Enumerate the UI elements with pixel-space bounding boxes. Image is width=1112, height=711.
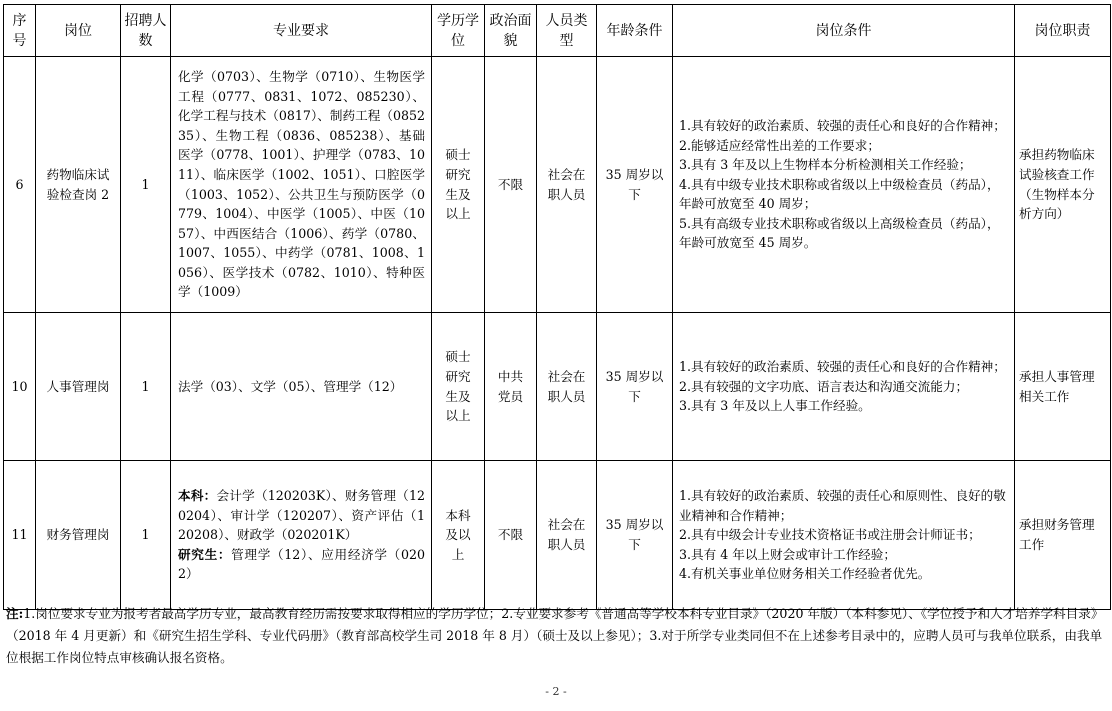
cell-post: 药物临床试验检查岗 2 xyxy=(36,57,121,313)
cell-no: 11 xyxy=(4,461,36,610)
cell-conditions xyxy=(673,57,1015,313)
header-type: 人员类型 xyxy=(537,5,597,57)
cell-edu: 本科及以上 xyxy=(432,461,485,610)
major-grad-label: 研究生： xyxy=(178,546,232,562)
cell-age: 35 周岁以下 xyxy=(597,57,673,313)
condition-item: 1.具有较好的政治素质、较强的责任心和良好的合作精神； xyxy=(679,117,1006,133)
cell-duty: 承担药物临床试验核查工作（生物样本分析方向） xyxy=(1015,57,1111,313)
cell-major: 化学（0703）、生物学（0710）、生物医学工程（0777、0831、1072、085230）、化学工程与技术（0817）、制药工程（085235）、生物工程（0836、085238）、基础医学（0778、1001）、护理学（0783、1011）、临床医学（1002、1051）、口腔医学（1003、1052）、公共卫生与预防医学（0779、1004）、中医学（1005）、中医（1057）、中西医结合（1006）、药学（0780、1007、1055）、中药学（0781、1008、1056）、医学技术（0782、1010）、特种医学（1009） xyxy=(171,57,432,313)
cell-major: 法学（03）、文学（05）、管理学（12） xyxy=(171,313,432,461)
cell-post: 财务管理岗 xyxy=(36,461,121,610)
condition-item: 4.具有中级专业技术职称或省级以上中级检查员（药品），年龄可放宽至 40 周岁； xyxy=(679,176,1000,212)
cell-major xyxy=(171,461,432,610)
header-count: 招聘人数 xyxy=(121,5,171,57)
condition-item: 1.具有较好的政治素质、较强的责任心和原则性、良好的敬业精神和合作精神； xyxy=(679,488,1006,523)
major-undergrad-label: 本科： xyxy=(178,488,217,504)
cell-count: 1 xyxy=(121,313,171,461)
recruitment-table-container xyxy=(3,4,1110,610)
major-grad-text: 管理学（12）、应用经济学（0202） xyxy=(178,546,426,582)
cell-conditions xyxy=(673,461,1015,610)
condition-item: 4.有机关事业单位财务相关工作经验者优先。 xyxy=(679,566,931,582)
cell-age: 35 周岁以下 xyxy=(597,313,673,461)
header-conditions: 岗位条件 xyxy=(673,5,1015,57)
cell-no: 6 xyxy=(4,57,36,313)
cell-count: 1 xyxy=(121,461,171,610)
condition-item: 2.能够适应经常性出差的工作要求； xyxy=(679,137,880,153)
header-politics: 政治面貌 xyxy=(485,5,537,57)
header-age: 年龄条件 xyxy=(597,5,673,57)
footnote-text: 1.岗位要求专业为报考者最高学历专业，最高教育经历需按要求取得相应的学历学位；2.专业要求参考《普通高等学校本科专业目录》（2020 年版）（本科参见）、《学位授予和人才培养学科目录》（2018 年 4 月更新）和《研究生招生学科、专业代码册》（教育部高校学生司 2018 年 8 月）（硕士及以上参见）；3.对于所学专业类同但不在上述参考目录中的，应聘人员可与我单位联系，由我单位根据工作岗位特点审核确认报名资格。 xyxy=(6,606,1104,665)
condition-item: 3.具有 3 年及以上人事工作经验。 xyxy=(679,398,871,414)
condition-item: 3.具有 3 年及以上生物样本分析检测相关工作经验； xyxy=(679,157,972,173)
recruitment-table xyxy=(3,4,1111,610)
cell-post: 人事管理岗 xyxy=(36,313,121,461)
cell-duty: 承担人事管理相关工作 xyxy=(1015,313,1111,461)
condition-item: 2.具有较强的文字功底、语言表达和沟通交流能力； xyxy=(679,378,969,394)
major-undergrad-text: 会计学（120203K）、财务管理（120204）、审计学（120207）、资产评估（120208）、财政学（020201K） xyxy=(178,488,425,543)
table-header-row xyxy=(4,5,1111,57)
cell-edu: 硕士研究生及以上 xyxy=(432,313,485,461)
cell-type: 社会在职人员 xyxy=(537,461,597,610)
cell-no: 10 xyxy=(4,313,36,461)
condition-item: 5.具有高级专业技术职称或省级以上高级检查员（药品），年龄可放宽至 45 周岁。 xyxy=(679,215,1000,251)
cell-conditions xyxy=(673,313,1015,461)
header-no: 序号 xyxy=(4,5,36,57)
cell-count: 1 xyxy=(121,57,171,313)
page-number: - 2 - xyxy=(545,685,567,698)
table-row xyxy=(4,461,1111,610)
cell-politics: 不限 xyxy=(485,57,537,313)
condition-item: 1.具有较好的政治素质、较强的责任心和良好的合作精神； xyxy=(679,359,1006,375)
header-duty: 岗位职责 xyxy=(1015,5,1111,57)
cell-edu: 硕士研究生及以上 xyxy=(432,57,485,313)
cell-duty: 承担财务管理工作 xyxy=(1015,461,1111,610)
header-edu: 学历学位 xyxy=(432,5,485,57)
cell-politics: 中共党员 xyxy=(485,313,537,461)
condition-item: 3.具有 4 年以上财会或审计工作经验； xyxy=(679,546,896,562)
table-row xyxy=(4,57,1111,313)
cell-type: 社会在职人员 xyxy=(537,313,597,461)
cell-type: 社会在职人员 xyxy=(537,57,597,313)
cell-politics: 不限 xyxy=(485,461,537,610)
footnote-label: 注: xyxy=(6,606,24,621)
header-major: 专业要求 xyxy=(171,5,432,57)
condition-item: 2.具有中级会计专业技术资格证书或注册会计师证书； xyxy=(679,527,981,543)
table-row xyxy=(4,313,1111,461)
cell-age: 35 周岁以下 xyxy=(597,461,673,610)
header-post: 岗位 xyxy=(36,5,121,57)
footnote xyxy=(6,603,1106,669)
